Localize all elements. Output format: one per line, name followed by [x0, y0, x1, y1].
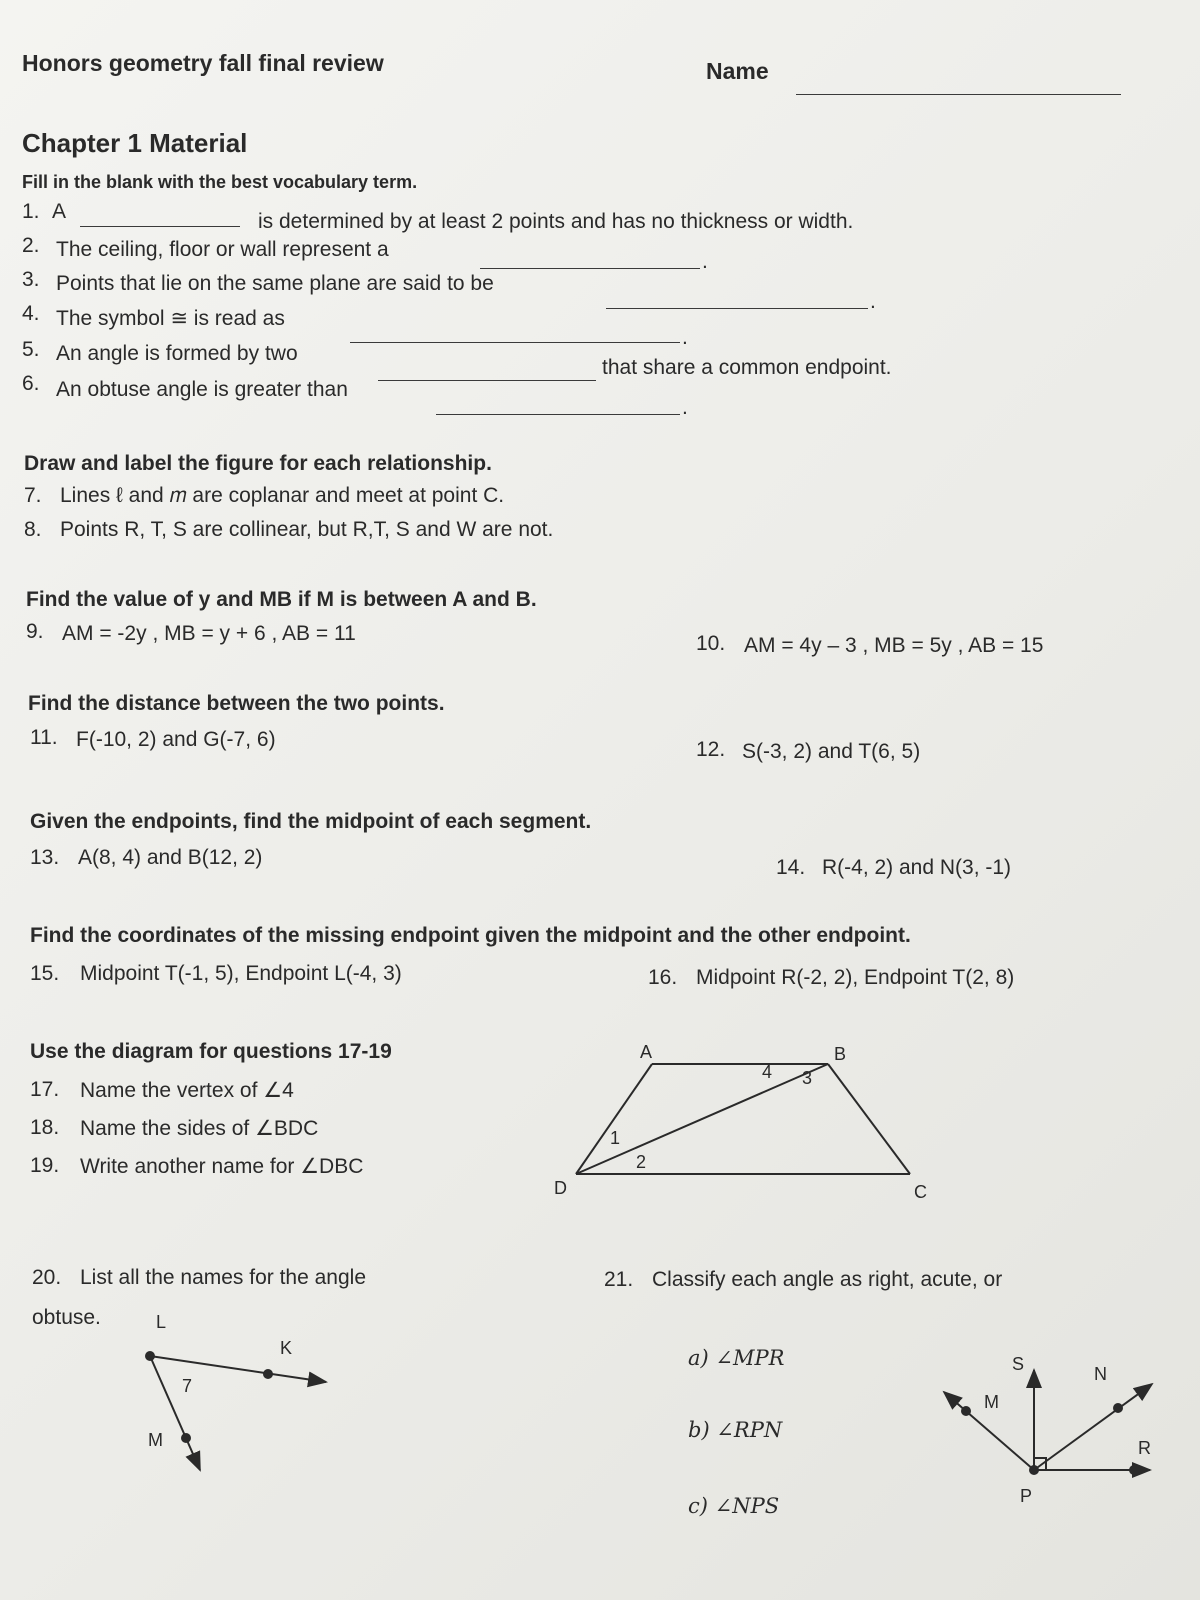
section6-instruction: Find the coordinates of the missing endpoint given the midpoint and the other endpoint. — [30, 924, 911, 947]
q3-number: 3. — [22, 268, 40, 291]
q14-text: R(-4, 2) and N(3, -1) — [822, 856, 1012, 879]
q21-number: 21. — [604, 1268, 634, 1291]
q1-number: 1. — [22, 200, 40, 223]
angle-label-2: 2 — [636, 1152, 647, 1172]
section4-instruction: Find the distance between the two points. — [28, 692, 445, 715]
q6-blank[interactable] — [436, 414, 680, 415]
q1-text-after: is determined by at least 2 points and has no thickness or width. — [258, 210, 854, 233]
q5-text-after: that share a common endpoint. — [602, 356, 892, 379]
q16-text: Midpoint R(-2, 2), Endpoint T(2, 8) — [696, 966, 1015, 989]
q9-text: AM = -2y , MB = y + 6 , AB = 11 — [62, 622, 356, 645]
label-C: C — [914, 1182, 927, 1202]
q18-text: Name the sides of ∠BDC — [80, 1117, 319, 1140]
ray-LK — [150, 1356, 326, 1382]
label-M: M — [148, 1430, 163, 1450]
ray-LM — [150, 1356, 200, 1470]
point-K — [263, 1369, 273, 1379]
segment-BC — [828, 1064, 910, 1174]
label-M: M — [984, 1392, 999, 1412]
section2-instruction: Draw and label the figure for each relationship. — [24, 452, 492, 475]
label-P: P — [1020, 1486, 1033, 1506]
worksheet-title: Honors geometry fall final review — [22, 50, 384, 76]
q2-period: . — [702, 250, 708, 273]
q11-number: 11. — [30, 726, 58, 749]
q6-text: An obtuse angle is greater than — [56, 378, 348, 401]
angle-label-7: 7 — [182, 1376, 193, 1396]
label-B: B — [834, 1044, 847, 1064]
q4-blank[interactable] — [350, 342, 680, 343]
q3-period: . — [870, 290, 876, 313]
q11-text: F(-10, 2) and G(-7, 6) — [76, 728, 276, 751]
point-M — [961, 1406, 971, 1416]
q20-number: 20. — [32, 1266, 62, 1289]
point-R — [1129, 1465, 1139, 1475]
section5-instruction: Given the endpoints, find the midpoint of each segment. — [30, 810, 592, 833]
angle-label-3: 3 — [802, 1068, 813, 1088]
label-R: R — [1138, 1438, 1151, 1458]
q4-text: The symbol ≅ is read as — [56, 307, 285, 330]
point-P — [1029, 1465, 1039, 1475]
q19-text: Write another name for ∠DBC — [80, 1155, 364, 1178]
q21-text: Classify each angle as right, acute, or — [652, 1268, 1003, 1291]
q8-text: Points R, T, S are collinear, but R,T, S and W are not. — [60, 518, 554, 541]
q3-text: Points that lie on the same plane are said to be — [56, 272, 494, 295]
q20-line2: obtuse. — [32, 1306, 101, 1329]
q21-part-a: a) ∠MPR — [688, 1346, 785, 1370]
label-N: N — [1094, 1364, 1107, 1384]
section7-instruction: Use the diagram for questions 17-19 — [30, 1040, 392, 1063]
q10-number: 10. — [696, 632, 726, 655]
q10-text: AM = 4y – 3 , MB = 5y , AB = 15 — [744, 634, 1044, 657]
ray-PN — [1034, 1384, 1152, 1470]
label-L: L — [156, 1312, 167, 1332]
angle-label-4: 4 — [762, 1062, 773, 1082]
point-L — [145, 1351, 155, 1361]
section1-instruction: Fill in the blank with the best vocabulary term. — [22, 172, 418, 192]
chapter-heading: Chapter 1 Material — [22, 128, 248, 158]
q7-number: 7. — [24, 484, 42, 507]
point-M — [181, 1433, 191, 1443]
q3-blank[interactable] — [606, 308, 868, 309]
q8-number: 8. — [24, 518, 42, 541]
angle-lmk-diagram — [130, 1310, 350, 1490]
q9-number: 9. — [26, 620, 44, 643]
q4-number: 4. — [22, 302, 40, 325]
q6-number: 6. — [22, 372, 40, 395]
q1-text-before: A — [52, 200, 67, 223]
q13-text: A(8, 4) and B(12, 2) — [78, 846, 263, 869]
q2-text: The ceiling, floor or wall represent a — [56, 238, 389, 261]
label-K: K — [280, 1338, 293, 1358]
q17-number: 17. — [30, 1078, 60, 1101]
q14-number: 14. — [776, 856, 806, 879]
label-A: A — [640, 1042, 653, 1062]
q5-blank[interactable] — [378, 380, 596, 381]
name-blank[interactable] — [796, 94, 1121, 95]
angle-mpr-diagram — [930, 1350, 1180, 1520]
q4-period: . — [682, 326, 688, 349]
q16-number: 16. — [648, 966, 678, 989]
q15-text: Midpoint T(-1, 5), Endpoint L(-4, 3) — [80, 962, 402, 985]
q7-text: Lines ℓ and 𝑚 are coplanar and meet at point C. — [60, 484, 505, 507]
q21-part-c: c) ∠NPS — [688, 1494, 780, 1518]
q21-part-b: b) ∠RPN — [688, 1418, 783, 1442]
q18-number: 18. — [30, 1116, 60, 1139]
q20-line1: List all the names for the angle — [80, 1266, 367, 1289]
label-D: D — [554, 1178, 567, 1198]
q5-number: 5. — [22, 338, 40, 361]
q12-text: S(-3, 2) and T(6, 5) — [742, 740, 921, 763]
q13-number: 13. — [30, 846, 60, 869]
point-N — [1113, 1403, 1123, 1413]
section3-instruction: Find the value of y and MB if M is between A and B. — [26, 588, 537, 611]
q15-number: 15. — [30, 962, 60, 985]
q19-number: 19. — [30, 1154, 60, 1177]
angle-label-1: 1 — [610, 1128, 621, 1148]
q12-number: 12. — [696, 738, 726, 761]
trapezoid-diagram — [540, 1040, 940, 1220]
name-label: Name — [706, 58, 769, 84]
q6-period: . — [682, 396, 688, 419]
q17-text: Name the vertex of ∠4 — [80, 1079, 294, 1102]
q5-text-before: An angle is formed by two — [56, 342, 298, 365]
q1-blank[interactable] — [80, 226, 240, 227]
q2-number: 2. — [22, 234, 40, 257]
q2-blank[interactable] — [480, 268, 700, 269]
label-S: S — [1012, 1354, 1025, 1374]
